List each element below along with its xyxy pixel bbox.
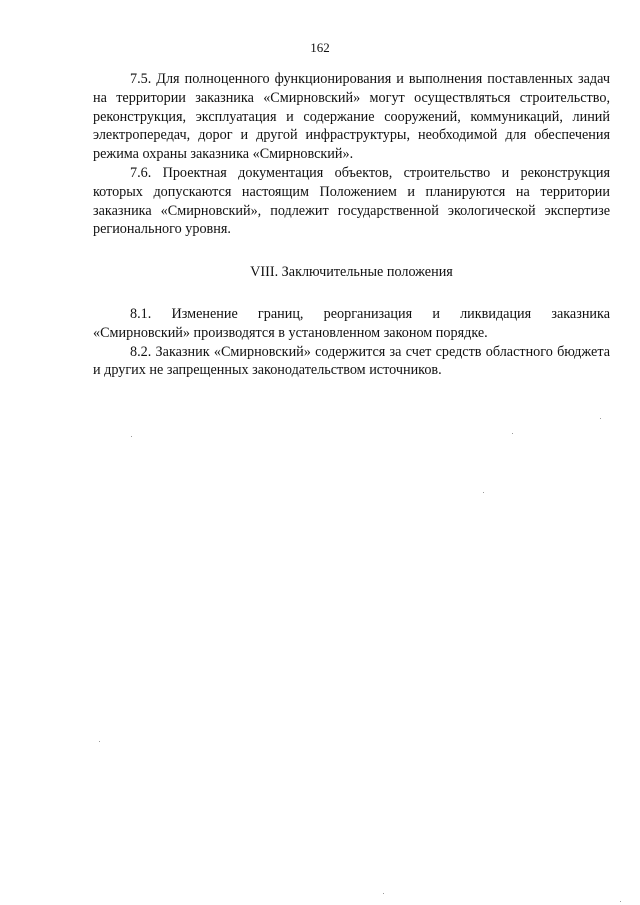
scan-speck	[512, 433, 513, 434]
scan-speck	[620, 901, 621, 902]
section-heading-viii: VIII. Заключительные положения	[250, 264, 453, 281]
scan-speck	[131, 436, 132, 437]
document-body	[93, 70, 610, 380]
paragraph-8-2: 8.2. Заказник «Смирновский» содержится за счет средств областного бюджета и других не запрещенных законодательством источников.	[93, 343, 610, 379]
scan-speck	[383, 893, 384, 894]
page-number: 162	[310, 40, 330, 55]
scan-speck	[600, 418, 601, 419]
paragraph-8-1: 8.1. Изменение границ, реорганизация и ликвидация заказника «Смирновский» производятся в установленном законом порядке.	[93, 305, 610, 341]
scan-speck	[99, 741, 100, 742]
paragraph-7-5: 7.5. Для полноценного функционирования и выполнения поставленных задач на территории заказника «Смирновский» могут осуществляться строительство, реконструкция, эксплуатация и содержание сооружений, коммуникаций, линий электропередач, дорог и другой инфраструктуры, необходимой для обеспечения режима охраны заказника «Смирновский».	[93, 71, 610, 163]
scan-speck	[483, 492, 484, 493]
paragraph-7-6: 7.6. Проектная документация объектов, строительство и реконструкция которых допускаются настоящим Положением и планируются на территории заказника «Смирновский», подлежит государственной экологической экспертизе регионального уровня.	[93, 164, 610, 238]
